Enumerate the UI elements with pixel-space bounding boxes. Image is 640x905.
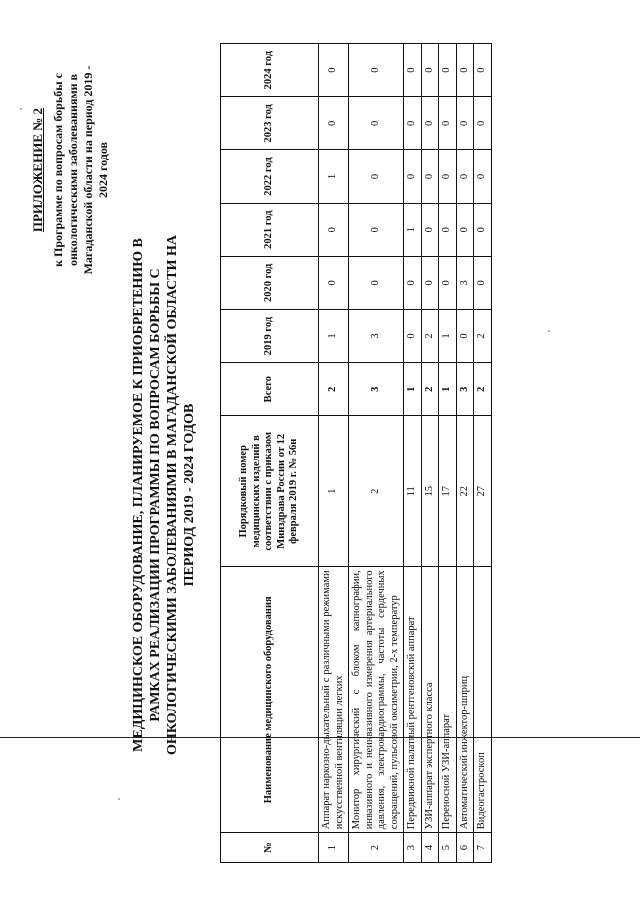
cell-2024: 0 <box>456 44 474 97</box>
cell-2024: 0 <box>421 44 439 97</box>
cell-name: Передвижной палатный рентгеновский аппарат <box>404 567 422 833</box>
cell-2021: 0 <box>439 203 457 256</box>
cell-2024: 0 <box>404 44 422 97</box>
equipment-table <box>220 43 492 863</box>
cell-2019: 1 <box>319 309 349 362</box>
cell-total: 2 <box>421 363 439 416</box>
cell-order: 11 <box>404 416 422 567</box>
header-2022: 2022 год <box>221 150 319 203</box>
cell-num: 7 <box>474 833 492 863</box>
header-2023: 2023 год <box>221 97 319 150</box>
cell-name: Переносной УЗИ-аппарат <box>439 567 457 833</box>
header-total: Всего <box>221 363 319 416</box>
cell-total: 2 <box>319 363 349 416</box>
cell-order: 2 <box>349 416 404 567</box>
header-2024: 2024 год <box>221 44 319 97</box>
appendix-title: ПРИЛОЖЕНИЕ № 2 <box>30 107 45 233</box>
header-2021: 2021 год <box>221 203 319 256</box>
cell-2024: 0 <box>319 44 349 97</box>
cell-2019: 2 <box>474 309 492 362</box>
cell-2020: 0 <box>404 256 422 309</box>
cell-2020: 0 <box>349 256 404 309</box>
cell-2021: 0 <box>474 203 492 256</box>
table-row <box>349 44 404 863</box>
appendix-block <box>30 55 111 285</box>
cell-2022: 0 <box>456 150 474 203</box>
table-row <box>439 44 457 863</box>
header-order: Порядковый номер медицинских изделий в соответствии с приказом Минздрава России от 12 февраля 2019 г. № 56н <box>221 416 319 567</box>
cell-2020: 0 <box>319 256 349 309</box>
cell-2023: 0 <box>439 97 457 150</box>
cell-2024: 0 <box>349 44 404 97</box>
cell-2023: 0 <box>404 97 422 150</box>
cell-order: 15 <box>421 416 439 567</box>
cell-2020: 0 <box>439 256 457 309</box>
cell-2019: 2 <box>421 309 439 362</box>
cell-2022: 0 <box>421 150 439 203</box>
table-row <box>319 44 349 863</box>
cell-total: 3 <box>349 363 404 416</box>
cell-2019: 1 <box>439 309 457 362</box>
cell-order: 17 <box>439 416 457 567</box>
appendix-text: к Программе по вопросам борьбы с онкологическими заболеваниями в Магаданской области на период 2019 - 2024 годов <box>51 65 110 275</box>
cell-2023: 0 <box>421 97 439 150</box>
cell-2019: 0 <box>456 309 474 362</box>
document-page <box>20 25 620 885</box>
document-title: МЕДИЦИНСКОЕ ОБОРУДОВАНИЕ, ПЛАНИРУЕМОЕ К ПРИОБРЕТЕНИЮ В РАМКАХ РЕАЛИЗАЦИИ ПРОГРАММЫ ПО ВОПРОСАМ БОРЬБЫ С ОНКОЛОГИЧЕСКИМИ ЗАБОЛЕВАНИЯМИ В МАГАДАНСКОЙ ОБЛАСТИ НА ПЕРИОД 2019 - 2024 ГОДОВ <box>131 235 197 755</box>
cell-name: Монитор хирургический с блоком капнографии, инвазивного и неинвазивного измерения артериального давления, электрокардиограммы, частоты сердечных сокращений, пульсовой оксиметрии, 2-х температур <box>349 567 404 833</box>
cell-name: УЗИ-аппарат экспертного класса <box>421 567 439 833</box>
cell-total: 3 <box>456 363 474 416</box>
cell-2021: 0 <box>456 203 474 256</box>
cell-num: 2 <box>349 833 404 863</box>
cell-order: 22 <box>456 416 474 567</box>
cell-2024: 0 <box>474 44 492 97</box>
cell-total: 2 <box>474 363 492 416</box>
cell-order: 27 <box>474 416 492 567</box>
cell-2022: 1 <box>319 150 349 203</box>
cell-2021: 0 <box>349 203 404 256</box>
cell-2023: 0 <box>319 97 349 150</box>
table-row <box>421 44 439 863</box>
cell-total: 1 <box>404 363 422 416</box>
cell-2019: 3 <box>349 309 404 362</box>
cell-2020: 3 <box>456 256 474 309</box>
header-name: Наименование медицинского оборудования <box>221 567 319 833</box>
table-header-row <box>221 44 319 863</box>
cell-order: 1 <box>319 416 349 567</box>
header-2019: 2019 год <box>221 309 319 362</box>
cell-2022: 0 <box>404 150 422 203</box>
cell-num: 1 <box>319 833 349 863</box>
cell-num: 4 <box>421 833 439 863</box>
cell-num: 3 <box>404 833 422 863</box>
cell-2024: 0 <box>439 44 457 97</box>
header-2020: 2020 год <box>221 256 319 309</box>
table-row <box>474 44 492 863</box>
cell-total: 1 <box>439 363 457 416</box>
cell-num: 5 <box>439 833 457 863</box>
cell-2022: 0 <box>439 150 457 203</box>
cell-2020: 0 <box>474 256 492 309</box>
cell-2020: 0 <box>421 256 439 309</box>
cell-name: Видеогастроскоп <box>474 567 492 833</box>
cell-2022: 0 <box>349 150 404 203</box>
cell-2019: 0 <box>404 309 422 362</box>
cell-2023: 0 <box>349 97 404 150</box>
cell-2021: 1 <box>404 203 422 256</box>
cell-name: Автоматический инжектор-шприц <box>456 567 474 833</box>
cell-name: Аппарат наркозно-дыхательный с различными режимами искусственной вентиляции легких <box>319 567 349 833</box>
cell-num: 6 <box>456 833 474 863</box>
table-row <box>404 44 422 863</box>
header-num: № <box>221 833 319 863</box>
cell-2022: 0 <box>474 150 492 203</box>
cell-2023: 0 <box>456 97 474 150</box>
cell-2021: 0 <box>421 203 439 256</box>
cell-2021: 0 <box>319 203 349 256</box>
cell-2023: 0 <box>474 97 492 150</box>
table-row <box>456 44 474 863</box>
